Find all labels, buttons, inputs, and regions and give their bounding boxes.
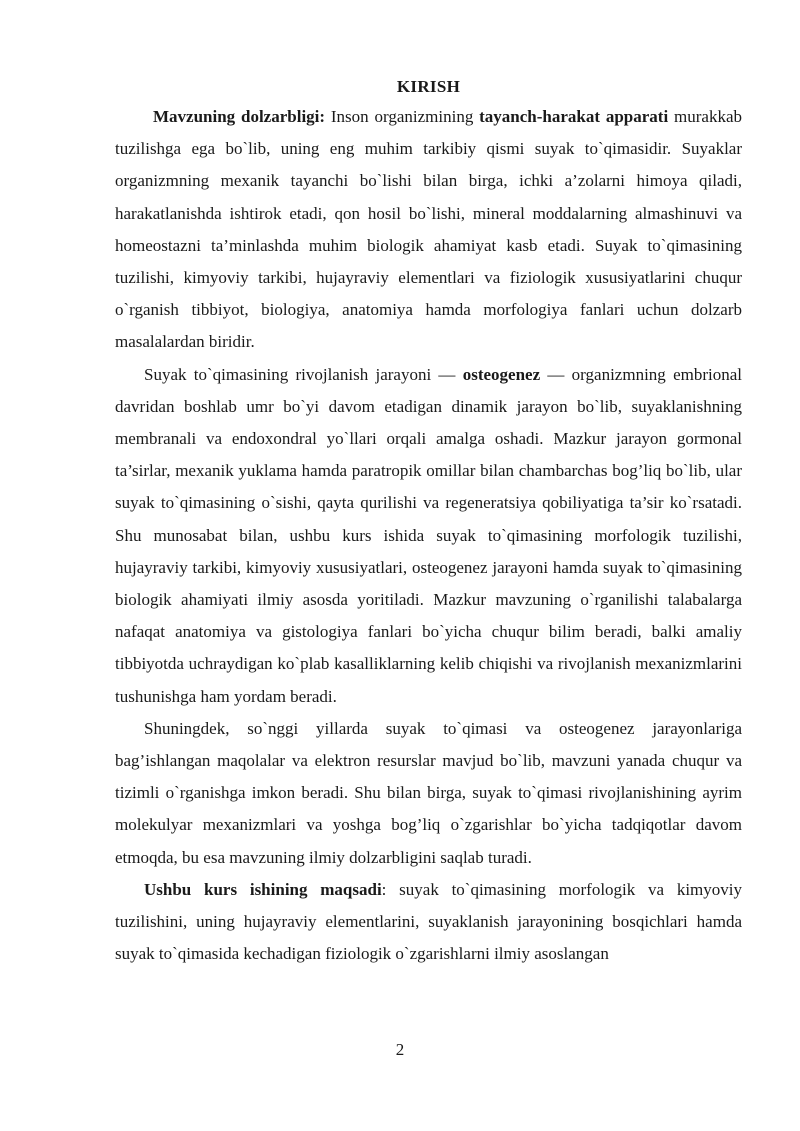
paragraph-relevance bbox=[115, 101, 742, 359]
page-content bbox=[115, 73, 742, 970]
paragraph-text: Suyak to`qimasining rivojlanish jarayoni — bbox=[144, 364, 463, 384]
paragraph-text: Inson organizmining bbox=[325, 107, 480, 126]
paragraph-osteogenesis bbox=[115, 359, 742, 713]
bold-term: tayanch-harakat apparati bbox=[479, 107, 669, 126]
page-number: 2 bbox=[395, 1040, 405, 1059]
paragraph-text: — organizmning embrional davridan boshlab umr bo`yi davom etadigan dinamik jarayon bo`lib, suyaklanishning membranali va endoxondral yo`llari orqali amalga oshadi. Mazkur jarayon gormonal ta’sirlar, mexanik yuklama hamda paratropik omillar bilan chambarchas bog’liq bo`lib, ular suyak to`qimasining o`sishi, qayta qurilishi va regeneratsiya qobiliyatiga ta’sir ko`rsatadi. Shu munosabat bilan, ushbu kurs ishida suyak to`qimasining morfologik tuzilishi, hujayraviy tarkibi, kimyoviy xususiyatlari, osteogenez jarayoni hamda suyak to`qimasining biologik ahamiyati ilmiy asosda yoritiladi. Mazkur mavzuning o`rganilishi talabalarga nafaqat anatomiya va gistologiya fanlari bo`yicha chuqur bilim beradi, balki amaliy tibbiyotda uchraydigan ko`plab kasalliklarning kelib chiqishi va rivojlanish mexanizmlarini tushunishga ham yordam beradi. bbox=[115, 364, 742, 706]
paragraph-text: murakkab tuzilishga ega bo`lib, uning eng muhim tarkibiy qismi suyak to`qimasidir. Suyaklar organizmning mexanik tayanchi bo`lishi bilan birga, ichki a’zolarni himoya qiladi, harakatlanishda ishtirok etadi, qon hosil bo`lishi, mineral moddalarning almashinuvi va homeostazni ta’minlashda muhim biologik ahamiyat kasb etadi. Suyak to`qimasining tuzilishi, kimyoviy tarkibi, hujayraviy elementlari va fiziologik xususiyatlarini chuqur o`rganish tibbiyot, biologiya, anatomiya hamda morfologiya fanlari uchun dolzarb masalalardan biridir. bbox=[115, 107, 742, 352]
relevance-lead: Mavzuning dolzarbligi: bbox=[153, 107, 326, 126]
paragraph-text: : suyak to`qimasining morfologik va kimyoviy tuzilishini, uning hujayraviy elementlarini, suyaklanish jarayonining bosqichlari hamda suyak to`qimasida kechadigan fiziologik o`zgarishlarni ilmiy asoslangan bbox=[115, 879, 742, 964]
bold-term: osteogenez bbox=[462, 364, 541, 384]
paragraph-goal bbox=[115, 874, 742, 971]
goal-lead: Ushbu kurs ishining maqsadi bbox=[144, 879, 382, 899]
section-heading: KIRISH bbox=[396, 77, 461, 96]
paragraph-text: Shuningdek, so`nggi yillarda suyak to`qimasi va osteogenez jarayonlariga bag’ishlangan maqolalar va elektron resurslar mavjud bo`lib, mavzuni yanada chuqur va tizimli o`rganishga imkon beradi. Shu bilan birga, suyak to`qimasi rivojlanishining ayrim molekulyar mexanizmlari va yoshga bog’liq o`zgarishlar bo`yicha tadqiqotlar davom etmoqda, bu esa mavzuning ilmiy dolzarbligini saqlab turadi. bbox=[115, 718, 742, 867]
paragraph-research bbox=[115, 713, 742, 874]
